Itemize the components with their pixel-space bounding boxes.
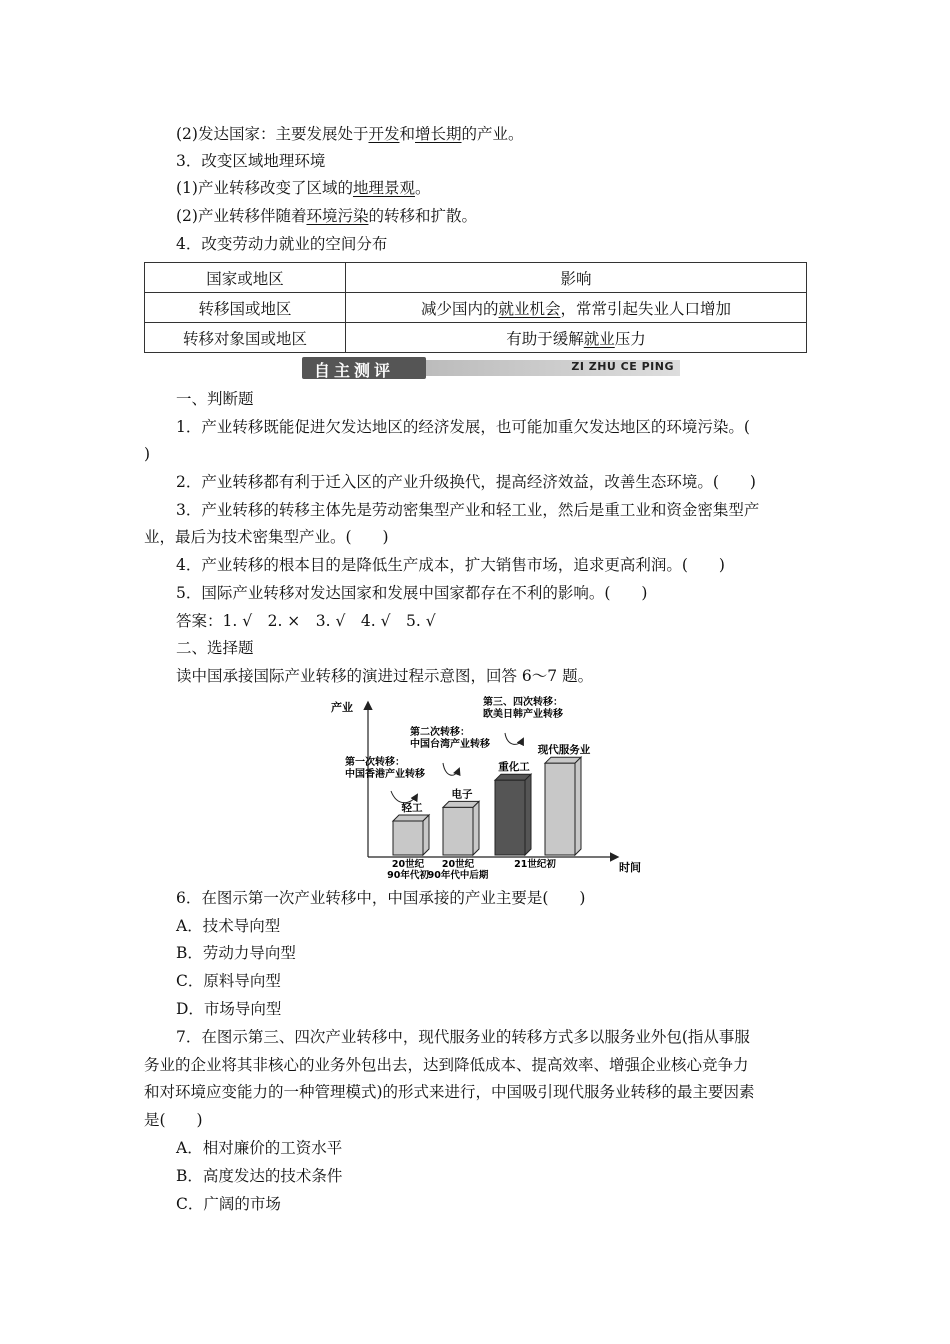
- question-7-line-3: 和对环境应变能力的一种管理模式)的形式来进行，中国吸引现代服务业转移的最主要因素: [144, 1083, 755, 1101]
- table-header-cell: 影响: [346, 263, 807, 293]
- bar-side: [525, 774, 531, 855]
- bar-front: [495, 780, 525, 855]
- text: 减少国内的: [420, 299, 499, 318]
- choice-title: 二、选择题: [176, 639, 254, 657]
- bar-4: [537, 743, 591, 855]
- question-1-line-1: 1．产业转移既能促进欠发达地区的经济发展，也可能加重欠发达地区的环境污染。(: [176, 418, 750, 436]
- text: 的转移和扩散。: [368, 207, 477, 225]
- text: 和: [399, 125, 415, 143]
- developed-country-line: [176, 124, 524, 144]
- text: (1)产业转移改变了区域的: [176, 179, 353, 197]
- table-row: [145, 323, 807, 353]
- banner-title: 自主测评: [314, 361, 395, 380]
- text: 压力: [614, 329, 646, 348]
- bar-2: [443, 787, 479, 855]
- q7-option-b: B．高度发达的技术条件: [176, 1167, 343, 1185]
- table-header-row: [145, 263, 807, 293]
- section-banner: [302, 357, 680, 379]
- annotation-text: 第一次转移：: [345, 757, 405, 768]
- q7-option-c: C．广阔的市场: [176, 1195, 281, 1213]
- bar-side: [423, 815, 429, 855]
- bars-group: [393, 743, 591, 855]
- annotation-text: 中国香港产业转移: [345, 769, 425, 780]
- annotation-text: 第二次转移：: [410, 727, 470, 738]
- transfer-arrow: [443, 763, 459, 775]
- text: ，常常引起失业人口增加: [560, 299, 732, 318]
- question-7-line-4: 是( ): [144, 1111, 203, 1129]
- x-tick-label: 21世纪初: [514, 859, 556, 870]
- bar-side: [473, 801, 479, 855]
- table-cell-region: 转移对象国或地区: [145, 323, 346, 353]
- annotation-text: 中国台湾产业转移: [410, 739, 490, 750]
- question-7-line-2: 务业的企业将其非核心的业务外包出去，达到降低成本、提高效率、增强企业核心竞争力: [144, 1056, 749, 1074]
- x-tick-label: 20世纪: [441, 859, 475, 870]
- answer-underlined: 地理景观: [352, 179, 415, 197]
- x-tick-label: 20世纪: [391, 859, 425, 870]
- bar-3: [495, 760, 531, 855]
- env-line-1: [176, 178, 431, 198]
- banner-pinyin: ZI ZHU CE PING: [571, 360, 674, 373]
- x-axis-label: 时间: [619, 861, 641, 874]
- transfer-arrow: [391, 791, 417, 803]
- heading-3: 3．改变区域地理环境: [176, 152, 326, 170]
- bar-label: 电子: [451, 788, 473, 801]
- q6-option-c: C．原料导向型: [176, 972, 281, 990]
- bar-front: [545, 763, 575, 855]
- question-6: 6．在图示第一次产业转移中，中国承接的产业主要是( ): [176, 889, 586, 907]
- bar-front: [443, 807, 473, 855]
- annotation-text: 欧美日韩产业转移: [483, 709, 563, 720]
- answer-underlined: 增长期: [415, 125, 462, 143]
- table-cell-region: 转移国或地区: [145, 293, 346, 323]
- table-row: [145, 293, 807, 323]
- text: (2)产业转移伴随着: [176, 207, 307, 225]
- heading-4: 4．改变劳动力就业的空间分布: [176, 235, 388, 253]
- answer-underlined: 开发: [368, 125, 400, 143]
- bar-front: [393, 821, 423, 855]
- bar-label: 重化工: [498, 761, 530, 774]
- question-7-line-1: 7．在图示第三、四次产业转移中，现代服务业的转移方式多以服务业外包(指从事服: [176, 1028, 750, 1046]
- transfer-arrow: [505, 733, 523, 744]
- question-4: 4．产业转移的根本目的是降低生产成本，扩大销售市场，追求更高利润。( ): [176, 556, 725, 574]
- q6-option-a: A．技术导向型: [176, 917, 281, 935]
- bar-label: 现代服务业: [537, 744, 591, 757]
- question-3-line-2: 业，最后为技术密集型产业。( ): [144, 528, 389, 546]
- q6-option-b: B．劳动力导向型: [176, 944, 296, 962]
- answer-underlined: 环境污染: [306, 207, 369, 225]
- industry-transfer-chart: [325, 695, 655, 881]
- text: 。: [414, 179, 431, 197]
- text: 的产业。: [461, 125, 524, 143]
- x-tick-label: 90年代中后期: [427, 870, 489, 881]
- table-cell-impact: [346, 293, 807, 323]
- bar-side: [575, 757, 581, 855]
- answer-underlined: 就业机会: [498, 299, 561, 318]
- y-axis-label: 产业: [331, 701, 353, 714]
- question-2: 2．产业转移都有利于迁入区的产业升级换代，提高经济效益，改善生态环境。( ): [176, 473, 756, 491]
- q7-option-a: A．相对廉价的工资水平: [176, 1139, 343, 1157]
- annotation-text: 第三、四次转移：: [483, 697, 563, 708]
- text: 有助于缓解: [506, 329, 584, 348]
- bar-1: [393, 801, 429, 855]
- figure-intro: 读中国承接国际产业转移的演进过程示意图，回答 6～7 题。: [176, 667, 594, 685]
- question-1-line-2: ): [144, 445, 151, 463]
- answer-key: 答案：1. √ 2. × 3. √ 4. √ 5. √: [176, 612, 436, 630]
- question-3-line-1: 3．产业转移的转移主体先是劳动密集型产业和轻工业，然后是重工业和资金密集型产: [176, 501, 760, 519]
- env-line-2: [176, 206, 477, 226]
- table-cell-impact: [346, 323, 807, 353]
- influence-table: [144, 262, 807, 353]
- answer-underlined: 就业: [583, 329, 615, 348]
- judge-title: 一、判断题: [176, 390, 254, 408]
- table-header-cell: 国家或地区: [145, 263, 346, 293]
- x-tick-label: 90年代初: [387, 870, 429, 881]
- text: (2)发达国家：主要发展处于: [176, 125, 369, 143]
- q6-option-d: D．市场导向型: [176, 1000, 282, 1018]
- bar-label: 轻工: [401, 802, 423, 814]
- question-5: 5．国际产业转移对发达国家和发展中国家都存在不利的影响。( ): [176, 584, 648, 602]
- tick-labels: [387, 858, 556, 881]
